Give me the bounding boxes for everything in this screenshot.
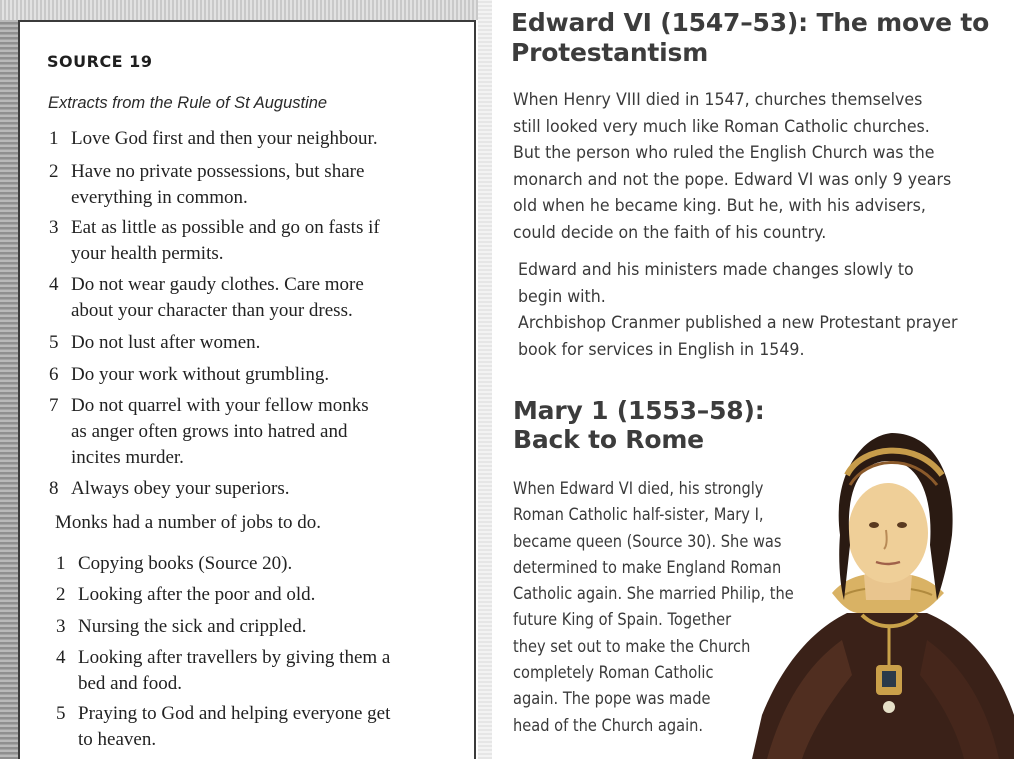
top-edge [0,0,485,20]
edward-paragraph-2: Edward and his ministers made changes slowly to begin with. Archbishop Cranmer published a new Protestant prayer book for services in English in 1549. [518,260,958,360]
source-subtitle: Extracts from the Rule of St Augustine [48,94,328,112]
face [848,483,928,583]
mary-paragraph: When Edward VI died, his strongly Roman Catholic half-sister, Mary I, became queen (Source 30). She was determined to make England Roman Catholic again. She married Philip, the future King of Spain. Together they set out to make the Church completely Roman Catholic again. The pope was made head of the Church again. [513,479,794,736]
edward-heading: Edward VI (1547–53): The move to Protestantism [511,8,990,67]
page-spine [478,0,492,759]
textbook-page: SOURCE 19 Extracts from the Rule of St Augustine 1 Love God first and then your neighbour. 2 Have no private possessions, but share everything in common. 3 Eat as little as possible and go on fasts if your health permits. 4 Do not wear gaudy clothes. Care more about your character than your dress. 5 Do not lust after women. 6 Do your work without grumbling. 7 Do not quarrel with your fellow monks as anger often grows into hatred and incites murder. 8 Always obey your superiors. Monks had a number of jobs to do. 1 Copying books (Source 20). 2 Looking after the poor and old. 3 Nursing the sick and crippled. 4 Looking after travellers by giving them a bed and food. 5 Praying to God and helping everyone get to heaven. Edward VI (1547–53): The move to Protestantism When Henry VIII died in 1547, churches themselves still looked very much like Roman Catholic churches. But the person who ruled the English Church was the monarch and not the pope. Edward VI was only 9 years old when he became king. But he, with his advisers, could decide on the faith of his country. Edward and his ministers made changes slowly to begin with. Archbishop Cranmer published a new Protestant prayer book for services in English in 1549. Mary 1 (1553–58): Back to Rome When Edward VI died, his strongly Roman Catholic half-sister, Mary I, became queen (Source 30). She was determined to make England Roman Catholic again. She married Philip, the future King of Spain. Together they set out to make the Church completely Roman Catholic again. The pope was made head of the Church again. [0,0,1023,759]
monks-intro: Monks had a number of jobs to do. [55,512,321,533]
mary-portrait-image [752,415,1014,759]
edward-paragraph-1: When Henry VIII died in 1547, churches themselves still looked very much like Roman Catholic churches. But the person who ruled the English Church was the monarch and not the pope. Edward VI was only 9 years old when he became king. But he, with his advisers, could decide on the faith of his country. [513,90,952,243]
source-title: SOURCE 19 [47,52,153,71]
mary-heading: Mary 1 (1553–58): Back to Rome [513,396,765,454]
